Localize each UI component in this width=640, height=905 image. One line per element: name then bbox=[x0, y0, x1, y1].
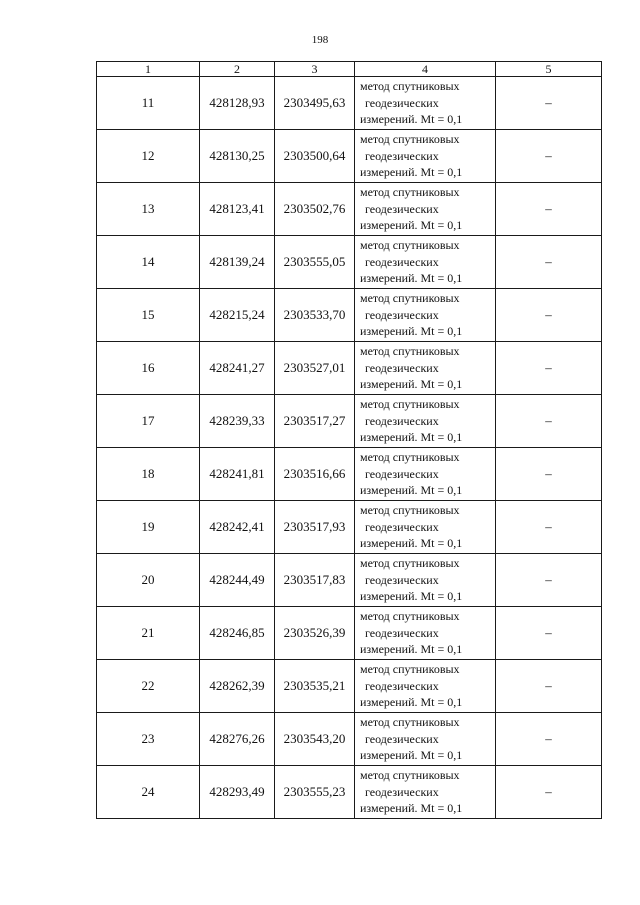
point-number-cell: 22 bbox=[97, 660, 200, 713]
method-text-line: геодезических bbox=[365, 731, 439, 746]
method-text-line: измерений. Mt = 0,1 bbox=[360, 801, 463, 816]
y-coordinate-cell: 2303495,63 bbox=[275, 77, 355, 130]
note-cell: – bbox=[496, 766, 602, 819]
table-row bbox=[97, 501, 602, 554]
table-row bbox=[97, 554, 602, 607]
x-coordinate-cell: 428241,81 bbox=[200, 448, 275, 501]
table-row bbox=[97, 289, 602, 342]
note-cell: – bbox=[496, 130, 602, 183]
method-text-line: измерений. Mt = 0,1 bbox=[360, 483, 463, 498]
x-coordinate-cell: 428123,41 bbox=[200, 183, 275, 236]
y-coordinate-cell: 2303555,23 bbox=[275, 766, 355, 819]
method-cell bbox=[355, 660, 496, 713]
method-cell bbox=[355, 766, 496, 819]
x-coordinate-cell: 428246,85 bbox=[200, 607, 275, 660]
y-coordinate-cell: 2303517,27 bbox=[275, 395, 355, 448]
point-number-cell: 24 bbox=[97, 766, 200, 819]
point-number-cell: 16 bbox=[97, 342, 200, 395]
method-text-line: метод спутниковых bbox=[360, 609, 460, 624]
y-coordinate-cell: 2303526,39 bbox=[275, 607, 355, 660]
table-row bbox=[97, 236, 602, 289]
table-body bbox=[97, 77, 602, 819]
point-number-cell: 23 bbox=[97, 713, 200, 766]
point-number-cell: 13 bbox=[97, 183, 200, 236]
x-coordinate-cell: 428262,39 bbox=[200, 660, 275, 713]
x-coordinate-cell: 428239,33 bbox=[200, 395, 275, 448]
note-cell: – bbox=[496, 448, 602, 501]
table-row bbox=[97, 77, 602, 130]
note-cell: – bbox=[496, 342, 602, 395]
note-cell: – bbox=[496, 660, 602, 713]
method-text-line: метод спутниковых bbox=[360, 238, 460, 253]
method-text-line: измерений. Mt = 0,1 bbox=[360, 165, 463, 180]
note-cell: – bbox=[496, 607, 602, 660]
method-text-line: геодезических bbox=[365, 572, 439, 587]
method-text-line: измерений. Mt = 0,1 bbox=[360, 377, 463, 392]
x-coordinate-cell: 428276,26 bbox=[200, 713, 275, 766]
table-row bbox=[97, 395, 602, 448]
method-text-line: метод спутниковых bbox=[360, 397, 460, 412]
table-header bbox=[97, 62, 602, 77]
method-cell bbox=[355, 236, 496, 289]
method-text-line: геодезических bbox=[365, 148, 439, 163]
note-cell: – bbox=[496, 77, 602, 130]
table-row bbox=[97, 130, 602, 183]
table-row bbox=[97, 766, 602, 819]
column-header-3: 3 bbox=[275, 62, 355, 77]
note-cell: – bbox=[496, 236, 602, 289]
note-cell: – bbox=[496, 713, 602, 766]
method-text-line: метод спутниковых bbox=[360, 503, 460, 518]
column-header-5: 5 bbox=[496, 62, 602, 77]
note-cell: – bbox=[496, 395, 602, 448]
column-header-1: 1 bbox=[97, 62, 200, 77]
point-number-cell: 11 bbox=[97, 77, 200, 130]
y-coordinate-cell: 2303527,01 bbox=[275, 342, 355, 395]
x-coordinate-cell: 428130,25 bbox=[200, 130, 275, 183]
method-text-line: геодезических bbox=[365, 307, 439, 322]
table-row bbox=[97, 607, 602, 660]
method-text-line: геодезических bbox=[365, 784, 439, 799]
method-text-line: измерений. Mt = 0,1 bbox=[360, 218, 463, 233]
method-text-line: метод спутниковых bbox=[360, 662, 460, 677]
method-text-line: измерений. Mt = 0,1 bbox=[360, 695, 463, 710]
table-row bbox=[97, 660, 602, 713]
x-coordinate-cell: 428293,49 bbox=[200, 766, 275, 819]
coordinates-table bbox=[96, 61, 602, 819]
method-text-line: геодезических bbox=[365, 466, 439, 481]
method-cell bbox=[355, 130, 496, 183]
x-coordinate-cell: 428242,41 bbox=[200, 501, 275, 554]
point-number-cell: 18 bbox=[97, 448, 200, 501]
method-text-line: измерений. Mt = 0,1 bbox=[360, 271, 463, 286]
y-coordinate-cell: 2303555,05 bbox=[275, 236, 355, 289]
method-text-line: геодезических bbox=[365, 95, 439, 110]
y-coordinate-cell: 2303502,76 bbox=[275, 183, 355, 236]
x-coordinate-cell: 428241,27 bbox=[200, 342, 275, 395]
method-text-line: метод спутниковых bbox=[360, 715, 460, 730]
point-number-cell: 14 bbox=[97, 236, 200, 289]
y-coordinate-cell: 2303543,20 bbox=[275, 713, 355, 766]
method-cell bbox=[355, 554, 496, 607]
y-coordinate-cell: 2303533,70 bbox=[275, 289, 355, 342]
y-coordinate-cell: 2303517,83 bbox=[275, 554, 355, 607]
point-number-cell: 17 bbox=[97, 395, 200, 448]
method-cell bbox=[355, 501, 496, 554]
x-coordinate-cell: 428128,93 bbox=[200, 77, 275, 130]
method-text-line: измерений. Mt = 0,1 bbox=[360, 748, 463, 763]
method-text-line: метод спутниковых bbox=[360, 79, 460, 94]
method-text-line: метод спутниковых bbox=[360, 450, 460, 465]
method-text-line: метод спутниковых bbox=[360, 344, 460, 359]
method-text-line: метод спутниковых bbox=[360, 556, 460, 571]
y-coordinate-cell: 2303535,21 bbox=[275, 660, 355, 713]
note-cell: – bbox=[496, 501, 602, 554]
note-cell: – bbox=[496, 289, 602, 342]
point-number-cell: 19 bbox=[97, 501, 200, 554]
table-row bbox=[97, 183, 602, 236]
y-coordinate-cell: 2303516,66 bbox=[275, 448, 355, 501]
method-cell bbox=[355, 342, 496, 395]
method-text-line: метод спутниковых bbox=[360, 291, 460, 306]
method-text-line: измерений. Mt = 0,1 bbox=[360, 642, 463, 657]
method-cell bbox=[355, 395, 496, 448]
method-cell bbox=[355, 77, 496, 130]
table-row bbox=[97, 342, 602, 395]
point-number-cell: 21 bbox=[97, 607, 200, 660]
method-text-line: геодезических bbox=[365, 678, 439, 693]
point-number-cell: 20 bbox=[97, 554, 200, 607]
method-text-line: геодезических bbox=[365, 413, 439, 428]
method-text-line: измерений. Mt = 0,1 bbox=[360, 112, 463, 127]
method-cell bbox=[355, 713, 496, 766]
method-cell bbox=[355, 448, 496, 501]
method-text-line: метод спутниковых bbox=[360, 185, 460, 200]
x-coordinate-cell: 428244,49 bbox=[200, 554, 275, 607]
x-coordinate-cell: 428139,24 bbox=[200, 236, 275, 289]
method-text-line: геодезических bbox=[365, 625, 439, 640]
method-cell bbox=[355, 183, 496, 236]
y-coordinate-cell: 2303517,93 bbox=[275, 501, 355, 554]
column-header-4: 4 bbox=[355, 62, 496, 77]
page-number: 198 bbox=[311, 34, 329, 46]
method-text-line: метод спутниковых bbox=[360, 132, 460, 147]
x-coordinate-cell: 428215,24 bbox=[200, 289, 275, 342]
method-text-line: геодезических bbox=[365, 254, 439, 269]
method-text-line: измерений. Mt = 0,1 bbox=[360, 430, 463, 445]
method-cell bbox=[355, 289, 496, 342]
method-cell bbox=[355, 607, 496, 660]
note-cell: – bbox=[496, 183, 602, 236]
method-text-line: измерений. Mt = 0,1 bbox=[360, 324, 463, 339]
method-text-line: геодезических bbox=[365, 519, 439, 534]
note-cell: – bbox=[496, 554, 602, 607]
method-text-line: измерений. Mt = 0,1 bbox=[360, 536, 463, 551]
method-text-line: геодезических bbox=[365, 201, 439, 216]
method-text-line: геодезических bbox=[365, 360, 439, 375]
method-text-line: измерений. Mt = 0,1 bbox=[360, 589, 463, 604]
y-coordinate-cell: 2303500,64 bbox=[275, 130, 355, 183]
table-row bbox=[97, 448, 602, 501]
column-header-2: 2 bbox=[200, 62, 275, 77]
point-number-cell: 12 bbox=[97, 130, 200, 183]
table-row bbox=[97, 713, 602, 766]
point-number-cell: 15 bbox=[97, 289, 200, 342]
header-row bbox=[97, 62, 602, 77]
method-text-line: метод спутниковых bbox=[360, 768, 460, 783]
